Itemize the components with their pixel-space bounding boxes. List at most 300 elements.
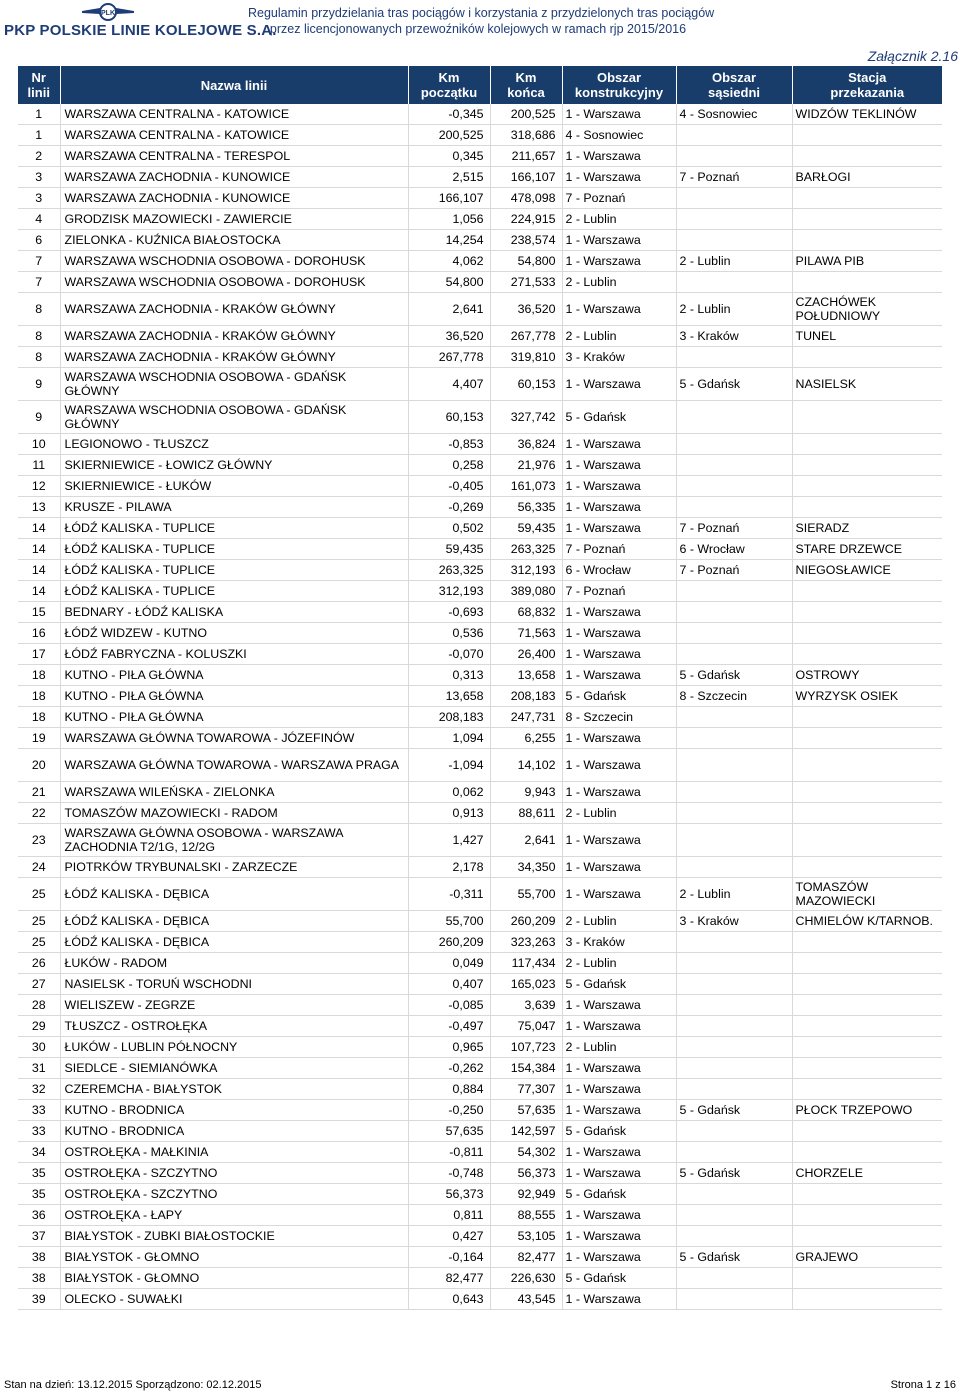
- line-name: OSTROŁĘKA - SZCZYTNO: [60, 1163, 408, 1184]
- table-row: [18, 1163, 942, 1184]
- adjacent-area: [676, 272, 792, 293]
- km-end: 247,731: [490, 707, 562, 728]
- company-name: PKP POLSKIE LINIE KOLEJOWE S.A.: [4, 22, 277, 39]
- km-end: 323,263: [490, 932, 562, 953]
- line-name: WARSZAWA GŁÓWNA TOWAROWA - JÓZEFINÓW: [60, 728, 408, 749]
- construction-area: 1 - Warszawa: [562, 230, 676, 251]
- handover-station: [792, 1142, 942, 1163]
- line-number: 6: [18, 230, 60, 251]
- adjacent-area: [676, 707, 792, 728]
- adjacent-area: [676, 581, 792, 602]
- table-row: [18, 125, 942, 146]
- construction-area: 1 - Warszawa: [562, 1079, 676, 1100]
- construction-area: 2 - Lublin: [562, 911, 676, 932]
- km-start: 0,407: [408, 974, 490, 995]
- km-start: 0,536: [408, 623, 490, 644]
- line-number: 14: [18, 539, 60, 560]
- construction-area: 1 - Warszawa: [562, 476, 676, 497]
- line-number: 38: [18, 1247, 60, 1268]
- table-row: [18, 1226, 942, 1247]
- col-header-line-name: Nazwa linii: [60, 66, 408, 104]
- handover-station: WIDZÓW TEKLINÓW: [792, 104, 942, 125]
- km-end: 267,778: [490, 326, 562, 347]
- adjacent-area: [676, 188, 792, 209]
- km-end: 161,073: [490, 476, 562, 497]
- line-number: 25: [18, 878, 60, 911]
- km-start: 14,254: [408, 230, 490, 251]
- line-name: OLECKO - SUWAŁKI: [60, 1289, 408, 1310]
- adjacent-area: [676, 455, 792, 476]
- table-row: [18, 497, 942, 518]
- handover-station: [792, 857, 942, 878]
- km-start: -0,070: [408, 644, 490, 665]
- handover-station: [792, 932, 942, 953]
- line-name: OSTROŁĘKA - ŁAPY: [60, 1205, 408, 1226]
- table-row: [18, 707, 942, 728]
- km-start: 82,477: [408, 1268, 490, 1289]
- handover-station: STARE DRZEWCE: [792, 539, 942, 560]
- km-start: 0,049: [408, 953, 490, 974]
- line-name: TŁUSZCZ - OSTROŁĘKA: [60, 1016, 408, 1037]
- table-row: [18, 581, 942, 602]
- construction-area: 1 - Warszawa: [562, 728, 676, 749]
- km-start: -1,094: [408, 749, 490, 782]
- km-start: 267,778: [408, 347, 490, 368]
- line-number: 36: [18, 1205, 60, 1226]
- handover-station: OSTROWY: [792, 665, 942, 686]
- construction-area: 7 - Poznań: [562, 188, 676, 209]
- adjacent-area: [676, 1121, 792, 1142]
- km-start: 4,062: [408, 251, 490, 272]
- km-start: 57,635: [408, 1121, 490, 1142]
- handover-station: [792, 974, 942, 995]
- construction-area: 1 - Warszawa: [562, 434, 676, 455]
- logo-mark-text: PLK: [101, 10, 115, 17]
- table-row: [18, 326, 942, 347]
- adjacent-area: [676, 749, 792, 782]
- line-number: 8: [18, 326, 60, 347]
- km-start: 0,313: [408, 665, 490, 686]
- line-name: GRODZISK MAZOWIECKI - ZAWIERCIE: [60, 209, 408, 230]
- km-start: 0,965: [408, 1037, 490, 1058]
- construction-area: 8 - Szczecin: [562, 707, 676, 728]
- line-number: 35: [18, 1163, 60, 1184]
- line-name: KUTNO - PIŁA GŁÓWNA: [60, 665, 408, 686]
- construction-area: 6 - Wrocław: [562, 560, 676, 581]
- line-number: 34: [18, 1142, 60, 1163]
- handover-station: [792, 824, 942, 857]
- table-row: [18, 104, 942, 125]
- km-end: 165,023: [490, 974, 562, 995]
- handover-station: CHMIELÓW K/TARNOB.: [792, 911, 942, 932]
- line-name: WARSZAWA ZACHODNIA - KUNOWICE: [60, 167, 408, 188]
- table-row: [18, 602, 942, 623]
- table-row: [18, 1016, 942, 1037]
- table-row: [18, 347, 942, 368]
- table-row: [18, 434, 942, 455]
- km-start: -0,262: [408, 1058, 490, 1079]
- km-end: 55,700: [490, 878, 562, 911]
- construction-area: 1 - Warszawa: [562, 782, 676, 803]
- line-number: 9: [18, 401, 60, 434]
- km-start: 166,107: [408, 188, 490, 209]
- handover-station: CHORZELE: [792, 1163, 942, 1184]
- adjacent-area: 7 - Poznań: [676, 167, 792, 188]
- km-end: 327,742: [490, 401, 562, 434]
- km-end: 211,657: [490, 146, 562, 167]
- line-number: 24: [18, 857, 60, 878]
- handover-station: PILAWA PIB: [792, 251, 942, 272]
- km-start: -0,853: [408, 434, 490, 455]
- table-row: [18, 293, 942, 326]
- line-number: 12: [18, 476, 60, 497]
- km-end: 312,193: [490, 560, 562, 581]
- km-end: 56,335: [490, 497, 562, 518]
- km-start: -0,811: [408, 1142, 490, 1163]
- table-row: [18, 401, 942, 434]
- adjacent-area: [676, 125, 792, 146]
- table-row: [18, 665, 942, 686]
- table-row: [18, 560, 942, 581]
- line-number: 23: [18, 824, 60, 857]
- construction-area: 1 - Warszawa: [562, 878, 676, 911]
- line-number: 27: [18, 974, 60, 995]
- line-number: 39: [18, 1289, 60, 1310]
- construction-area: 2 - Lublin: [562, 803, 676, 824]
- table-row: [18, 644, 942, 665]
- km-end: 14,102: [490, 749, 562, 782]
- construction-area: 1 - Warszawa: [562, 1058, 676, 1079]
- line-number: 7: [18, 251, 60, 272]
- km-start: 0,643: [408, 1289, 490, 1310]
- km-end: 263,325: [490, 539, 562, 560]
- handover-station: TUNEL: [792, 326, 942, 347]
- line-name: CZEREMCHA - BIAŁYSTOK: [60, 1079, 408, 1100]
- adjacent-area: [676, 1226, 792, 1247]
- adjacent-area: 5 - Gdańsk: [676, 665, 792, 686]
- construction-area: 1 - Warszawa: [562, 1205, 676, 1226]
- construction-area: 5 - Gdańsk: [562, 1184, 676, 1205]
- construction-area: 1 - Warszawa: [562, 1142, 676, 1163]
- line-name: WARSZAWA ZACHODNIA - KRAKÓW GŁÓWNY: [60, 293, 408, 326]
- table-row: [18, 368, 942, 401]
- km-end: 60,153: [490, 368, 562, 401]
- handover-station: [792, 581, 942, 602]
- adjacent-area: 4 - Sosnowiec: [676, 104, 792, 125]
- adjacent-area: [676, 146, 792, 167]
- handover-station: [792, 995, 942, 1016]
- km-start: 4,407: [408, 368, 490, 401]
- line-number: 9: [18, 368, 60, 401]
- km-end: 9,943: [490, 782, 562, 803]
- table-row: [18, 1037, 942, 1058]
- table-row: [18, 932, 942, 953]
- line-number: 7: [18, 272, 60, 293]
- line-number: 33: [18, 1121, 60, 1142]
- construction-area: 1 - Warszawa: [562, 497, 676, 518]
- line-name: ZIELONKA - KUŹNICA BIAŁOSTOCKA: [60, 230, 408, 251]
- construction-area: 1 - Warszawa: [562, 1289, 676, 1310]
- km-start: -0,405: [408, 476, 490, 497]
- line-name: NASIELSK - TORUŃ WSCHODNI: [60, 974, 408, 995]
- col-header-handover-station: Stacja przekazania: [792, 66, 942, 104]
- adjacent-area: 7 - Poznań: [676, 560, 792, 581]
- km-start: 1,427: [408, 824, 490, 857]
- km-start: 54,800: [408, 272, 490, 293]
- construction-area: 1 - Warszawa: [562, 293, 676, 326]
- km-end: 53,105: [490, 1226, 562, 1247]
- col-header-adjacent-area: Obszar sąsiedni: [676, 66, 792, 104]
- line-number: 15: [18, 602, 60, 623]
- line-name: LEGIONOWO - TŁUSZCZ: [60, 434, 408, 455]
- line-name: ŁÓDŹ KALISKA - DĘBICA: [60, 878, 408, 911]
- km-start: 0,427: [408, 1226, 490, 1247]
- km-start: -0,164: [408, 1247, 490, 1268]
- line-number: 16: [18, 623, 60, 644]
- table-row: [18, 749, 942, 782]
- handover-station: [792, 707, 942, 728]
- handover-station: WYRZYSK OSIEK: [792, 686, 942, 707]
- line-name: KUTNO - BRODNICA: [60, 1121, 408, 1142]
- handover-station: [792, 623, 942, 644]
- line-name: SIEDLCE - SIEMIANÓWKA: [60, 1058, 408, 1079]
- km-start: 0,258: [408, 455, 490, 476]
- line-name: ŁÓDŹ KALISKA - DĘBICA: [60, 932, 408, 953]
- km-end: 224,915: [490, 209, 562, 230]
- km-end: 88,555: [490, 1205, 562, 1226]
- line-number: 26: [18, 953, 60, 974]
- col-header-line-number: Nr linii: [18, 66, 60, 104]
- adjacent-area: [676, 209, 792, 230]
- km-end: 154,384: [490, 1058, 562, 1079]
- table-row: [18, 911, 942, 932]
- handover-station: [792, 644, 942, 665]
- handover-station: [792, 1184, 942, 1205]
- adjacent-area: 2 - Lublin: [676, 251, 792, 272]
- km-start: 36,520: [408, 326, 490, 347]
- handover-station: [792, 476, 942, 497]
- adjacent-area: [676, 1142, 792, 1163]
- construction-area: 1 - Warszawa: [562, 1163, 676, 1184]
- km-end: 57,635: [490, 1100, 562, 1121]
- line-name: WARSZAWA ZACHODNIA - KRAKÓW GŁÓWNY: [60, 347, 408, 368]
- km-end: 54,302: [490, 1142, 562, 1163]
- construction-area: 2 - Lublin: [562, 209, 676, 230]
- table-row: [18, 995, 942, 1016]
- line-name: ŁÓDŹ WIDZEW - KUTNO: [60, 623, 408, 644]
- km-end: 82,477: [490, 1247, 562, 1268]
- line-name: ŁÓDŹ FABRYCZNA - KOLUSZKI: [60, 644, 408, 665]
- table-row: [18, 476, 942, 497]
- line-name: WIELISZEW - ZEGRZE: [60, 995, 408, 1016]
- km-end: 6,255: [490, 728, 562, 749]
- km-end: 319,810: [490, 347, 562, 368]
- handover-station: [792, 1121, 942, 1142]
- km-start: 200,525: [408, 125, 490, 146]
- construction-area: 1 - Warszawa: [562, 167, 676, 188]
- km-end: 54,800: [490, 251, 562, 272]
- construction-area: 1 - Warszawa: [562, 824, 676, 857]
- km-end: 43,545: [490, 1289, 562, 1310]
- km-start: 59,435: [408, 539, 490, 560]
- line-number: 18: [18, 665, 60, 686]
- handover-station: [792, 1205, 942, 1226]
- construction-area: 1 - Warszawa: [562, 251, 676, 272]
- line-number: 30: [18, 1037, 60, 1058]
- adjacent-area: [676, 728, 792, 749]
- line-name: OSTROŁĘKA - SZCZYTNO: [60, 1184, 408, 1205]
- line-number: 4: [18, 209, 60, 230]
- handover-station: [792, 455, 942, 476]
- line-name: OSTROŁĘKA - MAŁKINIA: [60, 1142, 408, 1163]
- km-end: 36,824: [490, 434, 562, 455]
- km-start: 263,325: [408, 560, 490, 581]
- km-end: 75,047: [490, 1016, 562, 1037]
- col-header-construction-area: Obszar konstrukcyjny: [562, 66, 676, 104]
- adjacent-area: 5 - Gdańsk: [676, 1100, 792, 1121]
- line-number: 22: [18, 803, 60, 824]
- km-start: 1,056: [408, 209, 490, 230]
- km-end: 478,098: [490, 188, 562, 209]
- construction-area: 1 - Warszawa: [562, 1226, 676, 1247]
- km-end: 77,307: [490, 1079, 562, 1100]
- km-end: 107,723: [490, 1037, 562, 1058]
- document-title: [248, 5, 715, 37]
- handover-station: NIEGOSŁAWICE: [792, 560, 942, 581]
- km-start: 2,178: [408, 857, 490, 878]
- construction-area: 1 - Warszawa: [562, 518, 676, 539]
- line-name: ŁÓDŹ KALISKA - TUPLICE: [60, 539, 408, 560]
- handover-station: [792, 1268, 942, 1289]
- table-row: [18, 1184, 942, 1205]
- handover-station: [792, 782, 942, 803]
- construction-area: 2 - Lublin: [562, 953, 676, 974]
- line-name: SKIERNIEWICE - ŁUKÓW: [60, 476, 408, 497]
- construction-area: 2 - Lublin: [562, 1037, 676, 1058]
- handover-station: [792, 1037, 942, 1058]
- line-name: BIAŁYSTOK - GŁOMNO: [60, 1268, 408, 1289]
- line-number: 17: [18, 644, 60, 665]
- km-end: 34,350: [490, 857, 562, 878]
- adjacent-area: [676, 932, 792, 953]
- table-row: [18, 878, 942, 911]
- handover-station: [792, 497, 942, 518]
- table-row: [18, 518, 942, 539]
- km-end: 88,611: [490, 803, 562, 824]
- line-number: 21: [18, 782, 60, 803]
- table-row: [18, 623, 942, 644]
- table-row: [18, 209, 942, 230]
- line-name: WARSZAWA WSCHODNIA OSOBOWA - DOROHUSK: [60, 251, 408, 272]
- km-start: 56,373: [408, 1184, 490, 1205]
- handover-station: [792, 188, 942, 209]
- adjacent-area: [676, 803, 792, 824]
- adjacent-area: [676, 824, 792, 857]
- km-end: 271,533: [490, 272, 562, 293]
- table-row: [18, 1058, 942, 1079]
- km-start: 0,811: [408, 1205, 490, 1226]
- handover-station: [792, 434, 942, 455]
- construction-area: 1 - Warszawa: [562, 1247, 676, 1268]
- handover-station: [792, 803, 942, 824]
- adjacent-area: 2 - Lublin: [676, 293, 792, 326]
- km-start: -0,269: [408, 497, 490, 518]
- adjacent-area: [676, 401, 792, 434]
- railway-lines-table: [18, 66, 942, 1310]
- adjacent-area: [676, 1184, 792, 1205]
- km-start: 0,884: [408, 1079, 490, 1100]
- footer-date-info: Stan na dzień: 13.12.2015 Sporządzono: 02.12.2015: [4, 1379, 262, 1391]
- handover-station: SIERADZ: [792, 518, 942, 539]
- line-number: 2: [18, 146, 60, 167]
- table-header-row: [18, 66, 942, 104]
- km-start: 208,183: [408, 707, 490, 728]
- table-body: [18, 104, 942, 1310]
- line-name: WARSZAWA WSCHODNIA OSOBOWA - GDAŃSK GŁÓWNY: [60, 368, 408, 401]
- col-header-km-end: Km końca: [490, 66, 562, 104]
- table-row: [18, 974, 942, 995]
- line-number: 1: [18, 125, 60, 146]
- line-name: SKIERNIEWICE - ŁOWICZ GŁÓWNY: [60, 455, 408, 476]
- adjacent-area: [676, 476, 792, 497]
- handover-station: [792, 749, 942, 782]
- winged-wheel-logo-icon: [80, 2, 136, 22]
- line-name: WARSZAWA CENTRALNA - KATOWICE: [60, 125, 408, 146]
- km-end: 238,574: [490, 230, 562, 251]
- handover-station: [792, 146, 942, 167]
- line-number: 18: [18, 707, 60, 728]
- construction-area: 3 - Kraków: [562, 932, 676, 953]
- line-number: 32: [18, 1079, 60, 1100]
- table-row: [18, 539, 942, 560]
- km-end: 59,435: [490, 518, 562, 539]
- handover-station: [792, 953, 942, 974]
- km-start: -0,085: [408, 995, 490, 1016]
- km-start: -0,693: [408, 602, 490, 623]
- km-start: 0,913: [408, 803, 490, 824]
- line-number: 1: [18, 104, 60, 125]
- construction-area: 1 - Warszawa: [562, 665, 676, 686]
- km-start: -0,311: [408, 878, 490, 911]
- handover-station: NASIELSK: [792, 368, 942, 401]
- table-row: [18, 167, 942, 188]
- table-row: [18, 1247, 942, 1268]
- handover-station: [792, 272, 942, 293]
- km-end: 2,641: [490, 824, 562, 857]
- line-number: 11: [18, 455, 60, 476]
- adjacent-area: [676, 857, 792, 878]
- adjacent-area: [676, 602, 792, 623]
- construction-area: 4 - Sosnowiec: [562, 125, 676, 146]
- km-start: 2,515: [408, 167, 490, 188]
- km-start: 2,641: [408, 293, 490, 326]
- km-end: 166,107: [490, 167, 562, 188]
- table-row: [18, 146, 942, 167]
- table-row: [18, 188, 942, 209]
- table-row: [18, 728, 942, 749]
- km-end: 56,373: [490, 1163, 562, 1184]
- construction-area: 3 - Kraków: [562, 347, 676, 368]
- adjacent-area: 5 - Gdańsk: [676, 1163, 792, 1184]
- table-row: [18, 1268, 942, 1289]
- km-start: 0,062: [408, 782, 490, 803]
- line-name: KUTNO - PIŁA GŁÓWNA: [60, 707, 408, 728]
- table-row: [18, 455, 942, 476]
- line-number: 19: [18, 728, 60, 749]
- km-end: 260,209: [490, 911, 562, 932]
- line-number: 35: [18, 1184, 60, 1205]
- adjacent-area: [676, 1079, 792, 1100]
